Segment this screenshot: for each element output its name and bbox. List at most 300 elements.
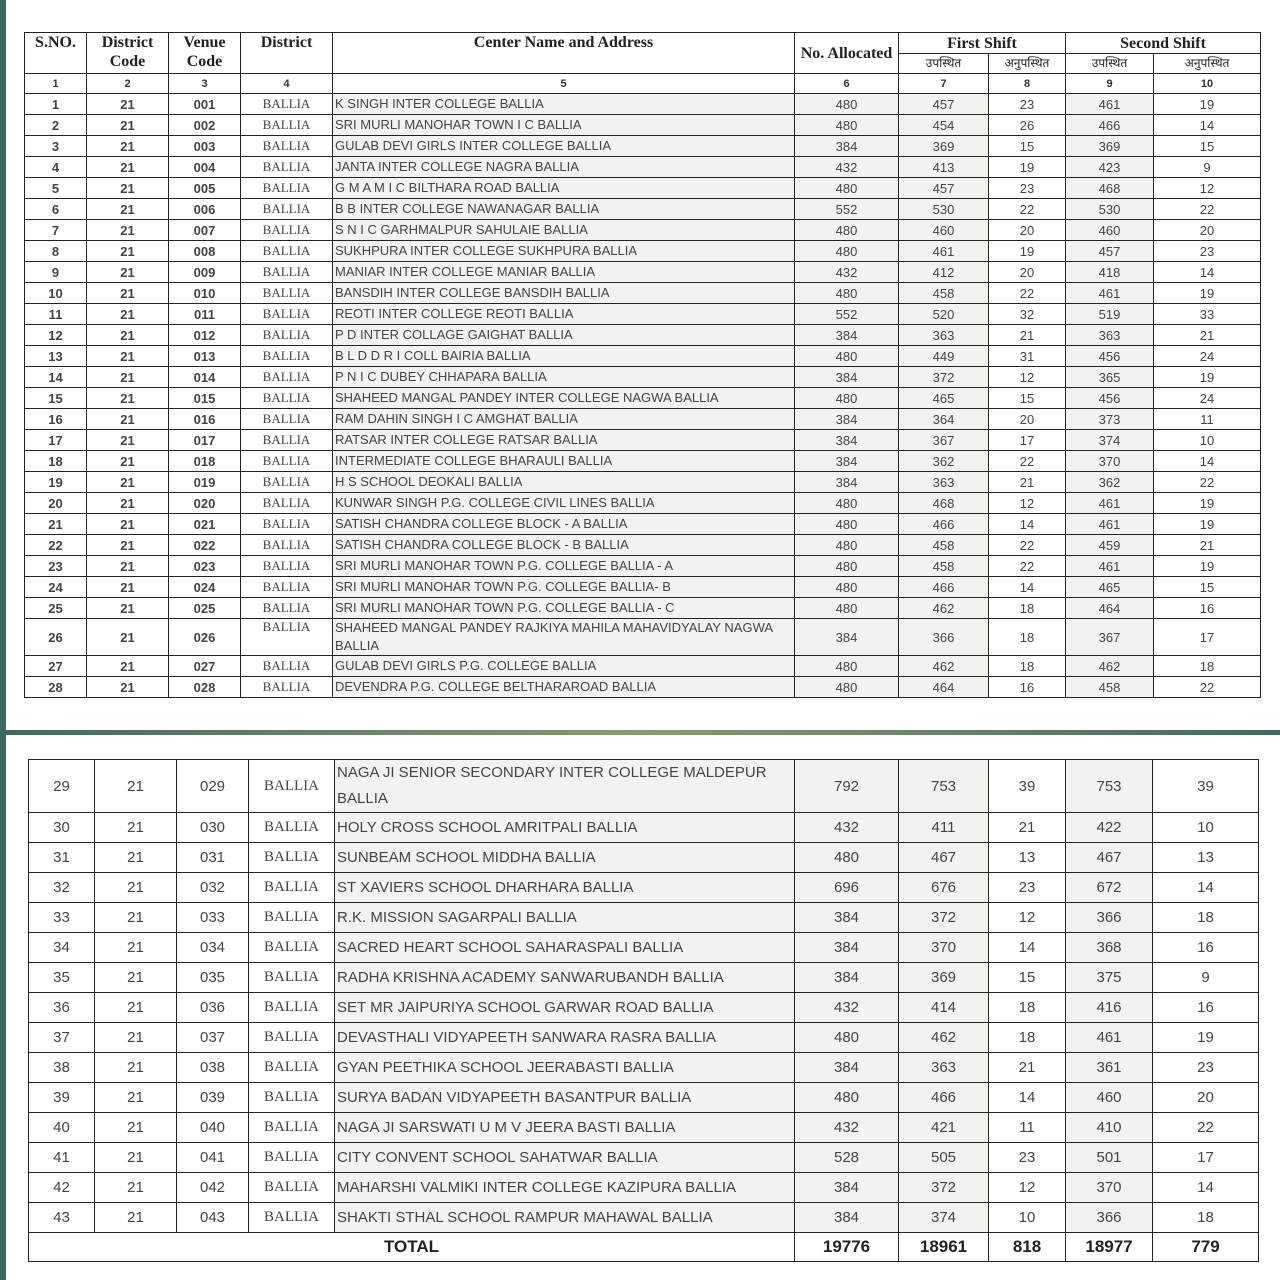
table-row [29,843,1259,873]
cell-center-name: REOTI INTER COLLEGE REOTI BALLIA [333,304,795,325]
cell-center-name: MAHARSHI VALMIKI INTER COLLEGE KAZIPURA BALLIA [335,1173,795,1203]
cell-center-name: G M A M I C BILTHARA ROAD BALLIA [333,178,795,199]
cell-second-present: 468 [1066,178,1154,199]
cell-allocated: 480 [795,115,899,136]
cell-first-absent: 23 [989,94,1066,115]
table-row [25,199,1261,220]
cell-center-name: JANTA INTER COLLEGE NAGRA BALLIA [333,157,795,178]
cell-first-absent: 11 [989,1113,1066,1143]
cell-sno: 21 [25,514,87,535]
cell-district: BALLIA [249,1143,335,1173]
cell-district-code: 21 [87,556,169,577]
cell-district-code: 21 [87,304,169,325]
cell-first-absent: 15 [989,388,1066,409]
cell-first-present: 462 [899,598,989,619]
cell-allocated: 480 [795,656,899,677]
cell-center-name: SHAKTI STHAL SCHOOL RAMPUR MAHAWAL BALLIA [335,1203,795,1233]
cell-sno: 35 [29,963,95,993]
cell-second-absent: 14 [1154,451,1261,472]
cell-district: BALLIA [249,963,335,993]
cell-sno: 40 [29,1113,95,1143]
cell-allocated: 480 [795,283,899,304]
cell-first-absent: 18 [989,598,1066,619]
cell-second-present: 458 [1066,677,1154,698]
cell-first-absent: 23 [989,873,1066,903]
cell-sno: 4 [25,157,87,178]
cell-venue-code: 030 [177,813,249,843]
cell-sno: 37 [29,1023,95,1053]
cell-first-present: 412 [899,262,989,283]
cell-first-absent: 21 [989,472,1066,493]
cell-district: BALLIA [241,409,333,430]
page-1 [6,0,1280,730]
cell-sno: 1 [25,94,87,115]
cell-first-absent: 19 [989,157,1066,178]
cell-second-absent: 22 [1153,1113,1259,1143]
cell-second-absent: 9 [1153,963,1259,993]
cell-center-name: GYAN PEETHIKA SCHOOL JEERABASTI BALLIA [335,1053,795,1083]
cell-venue-code: 002 [169,115,241,136]
cell-first-present: 467 [899,843,989,873]
cell-district-code: 21 [95,903,177,933]
cell-center-name: NAGA JI SARSWATI U M V JEERA BASTI BALLIA [335,1113,795,1143]
cell-district-code: 21 [87,178,169,199]
table-row [29,873,1259,903]
cell-second-absent: 15 [1154,577,1261,598]
cell-center-name: CITY CONVENT SCHOOL SAHATWAR BALLIA [335,1143,795,1173]
cell-district: BALLIA [241,220,333,241]
cell-first-absent: 39 [989,760,1066,813]
header-second-absent: अनुपस्थित [1154,54,1261,74]
cell-sno: 28 [25,677,87,698]
cell-first-present: 464 [899,677,989,698]
table-row [25,677,1261,698]
cell-district-code: 21 [87,598,169,619]
cell-district: BALLIA [241,346,333,367]
cell-district-code: 21 [87,535,169,556]
cell-second-present: 366 [1066,1203,1153,1233]
cell-first-present: 462 [899,1023,989,1053]
cell-center-name: B L D D R I COLL BAIRIA BALLIA [333,346,795,367]
cell-first-absent: 20 [989,409,1066,430]
cell-allocated: 384 [795,1053,899,1083]
cell-allocated: 480 [795,535,899,556]
cell-sno: 38 [29,1053,95,1083]
header-district-code: District Code [87,33,169,74]
cell-sno: 19 [25,472,87,493]
cell-first-present: 458 [899,535,989,556]
cell-second-absent: 16 [1153,993,1259,1023]
cell-allocated: 384 [795,409,899,430]
cell-center-name: SRI MURLI MANOHAR TOWN P.G. COLLEGE BALLIA- B [333,577,795,598]
header-second-shift: Second Shift [1066,33,1261,54]
cell-sno: 7 [25,220,87,241]
cell-district-code: 21 [87,346,169,367]
cell-district-code: 21 [87,677,169,698]
cell-center-name: RATSAR INTER COLLEGE RATSAR BALLIA [333,430,795,451]
cell-second-present: 461 [1066,556,1154,577]
cell-district: BALLIA [241,367,333,388]
cell-district: BALLIA [241,577,333,598]
cell-second-present: 459 [1066,535,1154,556]
cell-center-name: H S SCHOOL DEOKALI BALLIA [333,472,795,493]
table-row [29,1203,1259,1233]
cell-second-absent: 16 [1153,933,1259,963]
cell-first-absent: 21 [989,1053,1066,1083]
cell-sno: 22 [25,535,87,556]
cell-second-absent: 22 [1154,199,1261,220]
cell-district: BALLIA [241,535,333,556]
cell-first-absent: 14 [989,1083,1066,1113]
cell-allocated: 480 [795,843,899,873]
cell-allocated: 480 [795,577,899,598]
cell-venue-code: 003 [169,136,241,157]
cell-district: BALLIA [249,843,335,873]
cell-venue-code: 031 [177,843,249,873]
table-row [25,656,1261,677]
column-number-row [25,74,1261,94]
cell-venue-code: 023 [169,556,241,577]
cell-allocated: 384 [795,136,899,157]
cell-sno: 18 [25,451,87,472]
cell-first-present: 468 [899,493,989,514]
cell-center-name: SUKHPURA INTER COLLEGE SUKHPURA BALLIA [333,241,795,262]
cell-district-code: 21 [95,1203,177,1233]
cell-allocated: 432 [795,813,899,843]
table-row [25,220,1261,241]
cell-venue-code: 013 [169,346,241,367]
cell-first-present: 458 [899,283,989,304]
cell-center-name: DEVENDRA P.G. COLLEGE BELTHARAROAD BALLIA [333,677,795,698]
cell-district-code: 21 [87,157,169,178]
table-row [25,367,1261,388]
cell-first-absent: 22 [989,199,1066,220]
page-2 [6,735,1280,1280]
cell-venue-code: 035 [177,963,249,993]
cell-second-absent: 14 [1153,1173,1259,1203]
cell-allocated: 480 [795,388,899,409]
cell-first-absent: 15 [989,136,1066,157]
cell-second-absent: 15 [1154,136,1261,157]
cell-district: BALLIA [241,388,333,409]
cell-district-code: 21 [95,1053,177,1083]
cell-center-name: SATISH CHANDRA COLLEGE BLOCK - B BALLIA [333,535,795,556]
cell-venue-code: 020 [169,493,241,514]
cell-second-present: 365 [1066,367,1154,388]
cell-center-name: RADHA KRISHNA ACADEMY SANWARUBANDH BALLIA [335,963,795,993]
cell-center-name: SET MR JAIPURIYA SCHOOL GARWAR ROAD BALLIA [335,993,795,1023]
cell-venue-code: 019 [169,472,241,493]
cell-center-name: SRI MURLI MANOHAR TOWN P.G. COLLEGE BALLIA - A [333,556,795,577]
cell-venue-code: 001 [169,94,241,115]
table-row [25,115,1261,136]
cell-first-absent: 13 [989,843,1066,873]
cell-second-absent: 24 [1154,346,1261,367]
cell-district: BALLIA [249,933,335,963]
cell-district-code: 21 [87,388,169,409]
cell-district: BALLIA [241,304,333,325]
cell-venue-code: 041 [177,1143,249,1173]
total-second-absent: 779 [1153,1233,1259,1262]
cell-first-absent: 14 [989,577,1066,598]
cell-second-present: 361 [1066,1053,1153,1083]
cell-allocated: 432 [795,993,899,1023]
cell-venue-code: 018 [169,451,241,472]
cell-district-code: 21 [95,813,177,843]
cell-district: BALLIA [249,813,335,843]
cell-district-code: 21 [95,1113,177,1143]
cell-center-name: RAM DAHIN SINGH I C AMGHAT BALLIA [333,409,795,430]
cell-district-code: 21 [95,843,177,873]
cell-second-absent: 9 [1154,157,1261,178]
cell-venue-code: 015 [169,388,241,409]
cell-sno: 14 [25,367,87,388]
cell-second-present: 457 [1066,241,1154,262]
cell-first-present: 367 [899,430,989,451]
cell-district: BALLIA [249,873,335,903]
cell-district-code: 21 [87,619,169,656]
cell-allocated: 792 [795,760,899,813]
cell-second-present: 370 [1066,451,1154,472]
cell-district-code: 21 [87,283,169,304]
cell-second-absent: 18 [1153,1203,1259,1233]
cell-first-present: 465 [899,388,989,409]
cell-venue-code: 008 [169,241,241,262]
cell-venue-code: 024 [169,577,241,598]
cell-district: BALLIA [241,430,333,451]
cell-sno: 29 [29,760,95,813]
cell-allocated: 384 [795,1173,899,1203]
table-row [25,409,1261,430]
cell-first-present: 466 [899,1083,989,1113]
cell-second-present: 461 [1066,493,1154,514]
header-district: District [241,33,333,74]
cell-district: BALLIA [241,199,333,220]
cell-sno: 34 [29,933,95,963]
cell-district-code: 21 [87,656,169,677]
cell-sno: 42 [29,1173,95,1203]
cell-venue-code: 004 [169,157,241,178]
cell-allocated: 384 [795,1203,899,1233]
cell-allocated: 528 [795,1143,899,1173]
cell-center-name: SUNBEAM SCHOOL MIDDHA BALLIA [335,843,795,873]
cell-venue-code: 028 [169,677,241,698]
cell-allocated: 480 [795,556,899,577]
header-center: Center Name and Address [333,33,795,74]
cell-first-absent: 23 [989,178,1066,199]
cell-second-absent: 10 [1154,430,1261,451]
cell-sno: 5 [25,178,87,199]
cell-sno: 13 [25,346,87,367]
col-number: 5 [333,74,795,94]
cell-allocated: 384 [795,933,899,963]
cell-district-code: 21 [87,325,169,346]
cell-district-code: 21 [95,933,177,963]
cell-venue-code: 039 [177,1083,249,1113]
cell-sno: 2 [25,115,87,136]
cell-second-absent: 16 [1154,598,1261,619]
cell-district: BALLIA [241,556,333,577]
cell-center-name: SURYA BADAN VIDYAPEETH BASANTPUR BALLIA [335,1083,795,1113]
cell-allocated: 552 [795,304,899,325]
cell-second-present: 423 [1066,157,1154,178]
cell-first-absent: 15 [989,963,1066,993]
cell-second-absent: 39 [1153,760,1259,813]
cell-second-absent: 18 [1154,656,1261,677]
header-venue-code: Venue Code [169,33,241,74]
cell-second-absent: 17 [1154,619,1261,656]
cell-second-absent: 18 [1153,903,1259,933]
cell-center-name: BANSDIH INTER COLLEGE BANSDIH BALLIA [333,283,795,304]
cell-center-name: MANIAR INTER COLLEGE MANIAR BALLIA [333,262,795,283]
col-number: 9 [1066,74,1154,94]
cell-district-code: 21 [87,220,169,241]
cell-first-absent: 23 [989,1143,1066,1173]
total-second-present: 18977 [1066,1233,1153,1262]
cell-district-code: 21 [87,199,169,220]
cell-first-absent: 32 [989,304,1066,325]
cell-district-code: 21 [95,873,177,903]
cell-district: BALLIA [249,1173,335,1203]
cell-district-code: 21 [87,94,169,115]
cell-first-absent: 22 [989,535,1066,556]
cell-district-code: 21 [87,577,169,598]
cell-district: BALLIA [249,903,335,933]
cell-second-absent: 21 [1154,325,1261,346]
cell-district: BALLIA [241,451,333,472]
cell-first-present: 457 [899,178,989,199]
cell-second-present: 530 [1066,199,1154,220]
cell-first-present: 414 [899,993,989,1023]
header-first-present: उपस्थित [899,54,989,74]
cell-allocated: 384 [795,619,899,656]
table-row [25,493,1261,514]
table-row [25,241,1261,262]
cell-first-present: 362 [899,451,989,472]
cell-district: BALLIA [249,1023,335,1053]
col-number: 10 [1154,74,1261,94]
col-number: 6 [795,74,899,94]
cell-allocated: 552 [795,199,899,220]
table-row [29,963,1259,993]
cell-first-present: 372 [899,1173,989,1203]
cell-second-absent: 10 [1153,813,1259,843]
cell-second-absent: 19 [1153,1023,1259,1053]
cell-second-absent: 22 [1154,677,1261,698]
cell-district-code: 21 [95,1173,177,1203]
cell-center-name: SATISH CHANDRA COLLEGE BLOCK - A BALLIA [333,514,795,535]
cell-district-code: 21 [95,963,177,993]
cell-venue-code: 022 [169,535,241,556]
cell-district-code: 21 [95,1083,177,1113]
table-row [25,178,1261,199]
cell-allocated: 480 [795,493,899,514]
table-row [29,1023,1259,1053]
table-row [25,94,1261,115]
header-allocated: No. Allocated [795,33,899,74]
cell-first-absent: 20 [989,262,1066,283]
cell-sno: 43 [29,1203,95,1233]
table-row [25,535,1261,556]
cell-venue-code: 034 [177,933,249,963]
cell-first-absent: 19 [989,241,1066,262]
cell-first-present: 411 [899,813,989,843]
cell-center-name: SACRED HEART SCHOOL SAHARASPALI BALLIA [335,933,795,963]
cell-second-present: 460 [1066,1083,1153,1113]
cell-venue-code: 011 [169,304,241,325]
cell-second-present: 519 [1066,304,1154,325]
table-row [25,304,1261,325]
table-row [25,346,1261,367]
cell-second-present: 367 [1066,619,1154,656]
cell-first-absent: 22 [989,451,1066,472]
cell-sno: 9 [25,262,87,283]
cell-first-present: 462 [899,656,989,677]
cell-second-absent: 23 [1154,241,1261,262]
cell-first-absent: 18 [989,993,1066,1023]
cell-second-present: 368 [1066,933,1153,963]
cell-venue-code: 010 [169,283,241,304]
cell-sno: 15 [25,388,87,409]
cell-allocated: 480 [795,1083,899,1113]
table-row [25,598,1261,619]
cell-second-present: 501 [1066,1143,1153,1173]
col-number: 8 [989,74,1066,94]
cell-venue-code: 027 [169,656,241,677]
cell-second-present: 465 [1066,577,1154,598]
cell-first-absent: 18 [989,1023,1066,1053]
cell-first-absent: 16 [989,677,1066,698]
total-allocated: 19776 [795,1233,899,1262]
cell-center-name: B B INTER COLLEGE NAWANAGAR BALLIA [333,199,795,220]
cell-second-present: 464 [1066,598,1154,619]
total-row [29,1233,1259,1262]
cell-second-absent: 19 [1154,367,1261,388]
cell-allocated: 432 [795,1113,899,1143]
col-number: 4 [241,74,333,94]
cell-sno: 20 [25,493,87,514]
cell-center-name: SRI MURLI MANOHAR TOWN I C BALLIA [333,115,795,136]
cell-first-present: 366 [899,619,989,656]
cell-first-present: 372 [899,903,989,933]
cell-center-name: HOLY CROSS SCHOOL AMRITPALI BALLIA [335,813,795,843]
cell-sno: 8 [25,241,87,262]
cell-district: BALLIA [241,656,333,677]
cell-district: BALLIA [241,262,333,283]
cell-venue-code: 042 [177,1173,249,1203]
cell-sno: 39 [29,1083,95,1113]
cell-second-present: 422 [1066,813,1153,843]
table-row [25,451,1261,472]
cell-first-present: 370 [899,933,989,963]
cell-first-present: 363 [899,325,989,346]
cell-venue-code: 043 [177,1203,249,1233]
cell-second-absent: 19 [1154,94,1261,115]
cell-second-absent: 20 [1154,220,1261,241]
cell-center-name: R.K. MISSION SAGARPALI BALLIA [335,903,795,933]
cell-second-present: 369 [1066,136,1154,157]
cell-second-present: 461 [1066,283,1154,304]
cell-district-code: 21 [87,262,169,283]
cell-second-absent: 13 [1153,843,1259,873]
col-number: 1 [25,74,87,94]
cell-second-present: 410 [1066,1113,1153,1143]
cell-allocated: 480 [795,346,899,367]
col-number: 7 [899,74,989,94]
attendance-table-page-2 [28,759,1259,1262]
cell-district-code: 21 [87,136,169,157]
cell-first-present: 369 [899,963,989,993]
